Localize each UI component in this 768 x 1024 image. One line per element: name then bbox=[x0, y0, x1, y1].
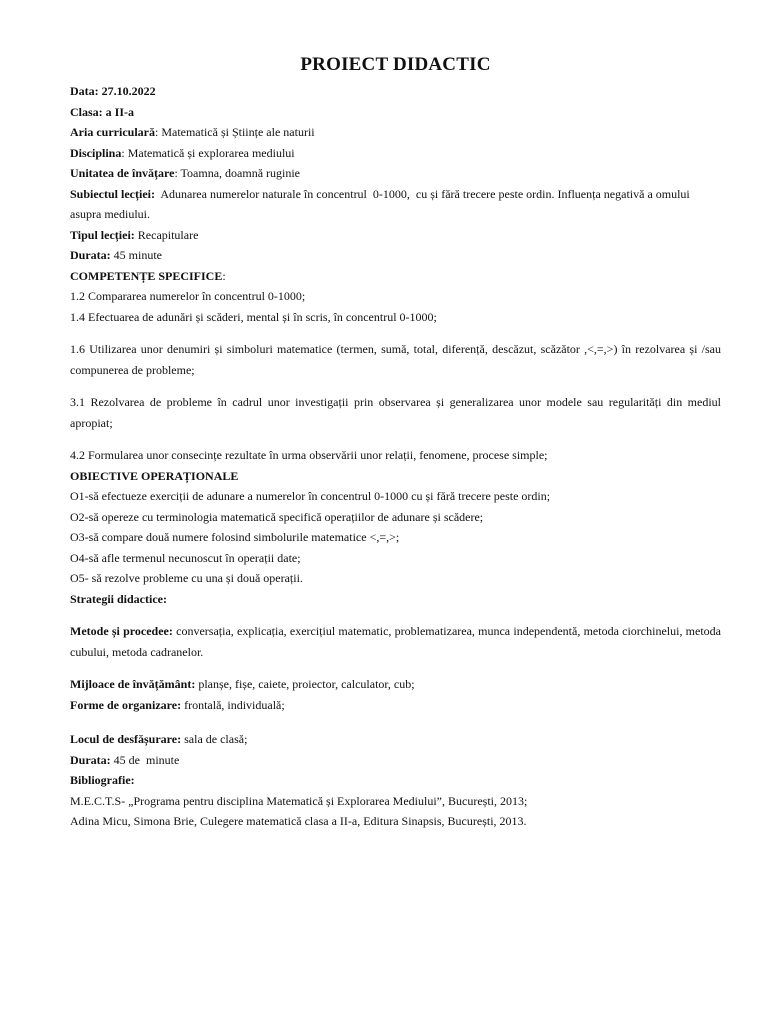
objectives-heading-line bbox=[70, 466, 721, 487]
duration2-line bbox=[70, 750, 721, 771]
objective-item: O1-să efectueze exerciții de adunare a numerelor în concentrul 0-1000 cu și fără trecere peste ordin; bbox=[70, 489, 551, 503]
competence-item: 1.6 Utilizarea unor denumiri și simboluri matematice (termen, sumă, total, diferență, descăzut, scăzător ,<,=,>) în rezolvarea și /sau compunerea de probleme; bbox=[70, 342, 721, 377]
discipline-label: Disciplina bbox=[70, 145, 122, 160]
duration-value: 45 minute bbox=[110, 248, 162, 262]
date-label: Data: 27.10.2022 bbox=[70, 84, 156, 98]
duration2-value: 45 de minute bbox=[110, 752, 180, 767]
strategies-heading: Strategii didactice: bbox=[70, 591, 167, 606]
document-page bbox=[70, 52, 721, 832]
location-value: sala de clasă; bbox=[181, 732, 248, 746]
forms-value: frontală, individuală; bbox=[181, 697, 285, 712]
means-value: planșe, fișe, caiete, proiector, calculator, cub; bbox=[195, 677, 415, 691]
date-line bbox=[70, 81, 721, 102]
duration-line bbox=[70, 245, 721, 266]
means-line bbox=[70, 674, 721, 695]
competences-heading: COMPETENȚE SPECIFICE bbox=[70, 268, 223, 283]
objective-item: O5- să rezolve probleme cu una și două operații. bbox=[70, 571, 303, 585]
competence-item: 3.1 Rezolvarea de probleme în cadrul unor investigații prin observarea și generalizarea unor modele sau regularități din mediul apropiat; bbox=[70, 395, 721, 430]
methods-label: Metode și procedee: bbox=[70, 624, 173, 638]
learning-unit-value: : Toamna, doamnă ruginie bbox=[174, 166, 301, 180]
competence-item: 1.4 Efectuarea de adunări și scăderi, mental și în scris, în concentrul 0-1000; bbox=[70, 309, 437, 324]
strategies-heading-line bbox=[70, 589, 721, 610]
methods-line bbox=[70, 621, 721, 662]
means-label: Mijloace de învățământ: bbox=[70, 677, 196, 691]
document-title: PROIECT DIDACTIC bbox=[300, 54, 491, 75]
duration2-label: Durata: bbox=[70, 752, 111, 767]
lesson-type-label: Tipul lecției: bbox=[70, 227, 135, 242]
class-line bbox=[70, 102, 721, 123]
location-label: Locul de desfășurare: bbox=[70, 732, 182, 746]
discipline-value: : Matematică și explorarea mediului bbox=[121, 145, 295, 160]
competences-heading-suffix: : bbox=[222, 268, 226, 283]
forms-line bbox=[70, 695, 721, 716]
location-line bbox=[70, 729, 721, 750]
lesson-subject-label: Subiectul lecției: bbox=[70, 186, 155, 201]
class-label: Clasa: a II-a bbox=[70, 104, 135, 119]
lesson-subject-line bbox=[70, 184, 721, 225]
bibliography-item: M.E.C.T.S- „Programa pentru disciplina Matematică și Explorarea Mediului”, București, 2013; bbox=[70, 793, 528, 808]
bibliography-heading-line bbox=[70, 770, 721, 791]
lesson-subject-value: Adunarea numerelor naturale în concentrul 0-1000, cu și fără trecere peste ordin. Influența negativă a omului asupra mediului. bbox=[70, 186, 693, 221]
duration-label: Durata: bbox=[70, 248, 111, 262]
lesson-type-line bbox=[70, 225, 721, 246]
bibliography-item: Adina Micu, Simona Brie, Culegere matematică clasa a II-a, Editura Sinapsis, București, 2013. bbox=[70, 814, 527, 828]
discipline-line bbox=[70, 143, 721, 164]
lesson-type-value: Recapitulare bbox=[134, 227, 199, 242]
methods-value: conversația, explicația, exercițiul matematic, problematizarea, munca independentă, metoda ciorchinelui, metoda cubului, metoda cadranelor. bbox=[70, 624, 721, 659]
learning-unit-label: Unitatea de învățare bbox=[70, 166, 175, 180]
objective-item: O2-să opereze cu terminologia matematică specifică operațiilor de adunare și scădere; bbox=[70, 509, 484, 524]
competence-item: 4.2 Formularea unor consecințe rezultate în urma observării unor relații, fenomene, procese simple; bbox=[70, 448, 548, 462]
section-spacer bbox=[70, 715, 721, 729]
learning-unit-line bbox=[70, 163, 721, 184]
forms-label: Forme de organizare: bbox=[70, 697, 182, 712]
competences-heading-line bbox=[70, 266, 721, 287]
objectives-heading: OBIECTIVE OPERAȚIONALE bbox=[70, 468, 239, 483]
bibliography-heading: Bibliografie: bbox=[70, 773, 135, 787]
competence-item: 1.2 Compararea numerelor în concentrul 0-1000; bbox=[70, 289, 306, 303]
curricular-area-line bbox=[70, 122, 721, 143]
curricular-area-value: : Matematică și Științe ale naturii bbox=[154, 125, 315, 139]
curricular-area-label: Aria curriculară bbox=[70, 125, 155, 139]
objective-item: O4-să afle termenul necunoscut în operații date; bbox=[70, 550, 301, 565]
objective-item: O3-să compare două numere folosind simbolurile matematice <,=,>; bbox=[70, 530, 400, 544]
